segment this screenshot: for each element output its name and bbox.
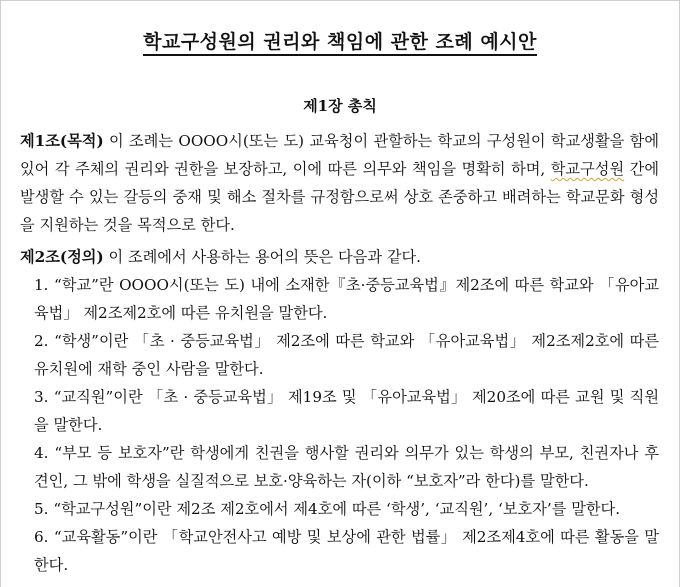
article-1-heading: 제1조(목적) <box>20 132 104 150</box>
definition-item-6: 6. “교육활동”이란 「학교안전사고 예방 및 보상에 관한 법률」 제2조제4호에 따른 활동을 말한다. <box>34 528 659 574</box>
article-1-text-b: 간에 발생할 수 있는 갈등의 중재 및 해소 절차를 규정함으로써 상호 존중하고 배려하는 학교문화 형성을 지원하는 것을 목적으로 한다. <box>20 160 659 234</box>
article-1-marked-term: 학교구성원 <box>550 160 625 178</box>
article-2 <box>20 243 659 271</box>
document-body <box>20 127 659 579</box>
definition-item-3: 3. “교직원”이란 「초 · 중등교육법」 제19조 및 「유아교육법」 제20조에 따른 교원 및 직원을 말한다. <box>34 388 659 434</box>
document-title-text: 학교구성원의 권리와 책임에 관한 조례 예시안 <box>143 31 537 56</box>
document-title <box>1 27 679 54</box>
chapter-heading: 제1장 총칙 <box>303 97 377 115</box>
article-2-heading: 제2조(정의) <box>20 248 104 266</box>
definition-item-4: 4. “부모 등 보호자”란 학생에게 친권을 행사할 권리와 의무가 있는 학생의 부모, 친권자나 후견인, 그 밖에 학생을 실질적으로 보호·양육하는 자(이하 “보호자”라 한다)를 말한다. <box>34 444 659 490</box>
article-1-text-a: 이 조례는 OOOO시(또는 도) 교육청이 관할하는 학교의 구성원이 학교생활을 함에 있어 각 주체의 권리와 권한을 보장하고, 이에 따른 의무와 책임을 명확히 하며, <box>20 132 659 178</box>
definition-item-5: 5. “학교구성원”이란 제2조 제2호에서 제4호에 따른 ‘학생’, ‘교직원’, ‘보호자’를 말한다. <box>34 500 621 518</box>
definition-item-1: 1. “학교”란 OOOO시(또는 도) 내에 소재한『초·중등교육법』제2조에 따른 학교와 「유아교육법」 제2조제2호에 따른 유치원을 말한다. <box>34 276 659 322</box>
article-1 <box>20 127 659 239</box>
definition-list <box>20 271 659 579</box>
definition-item-2: 2. “학생”이란 「초 · 중등교육법」 제2조에 따른 학교와 「유아교육법」 제2조제2호에 따른 유치원에 재학 중인 사람을 말한다. <box>34 332 659 378</box>
article-2-text: 이 조례에서 사용하는 용어의 뜻은 다음과 같다. <box>103 248 421 266</box>
